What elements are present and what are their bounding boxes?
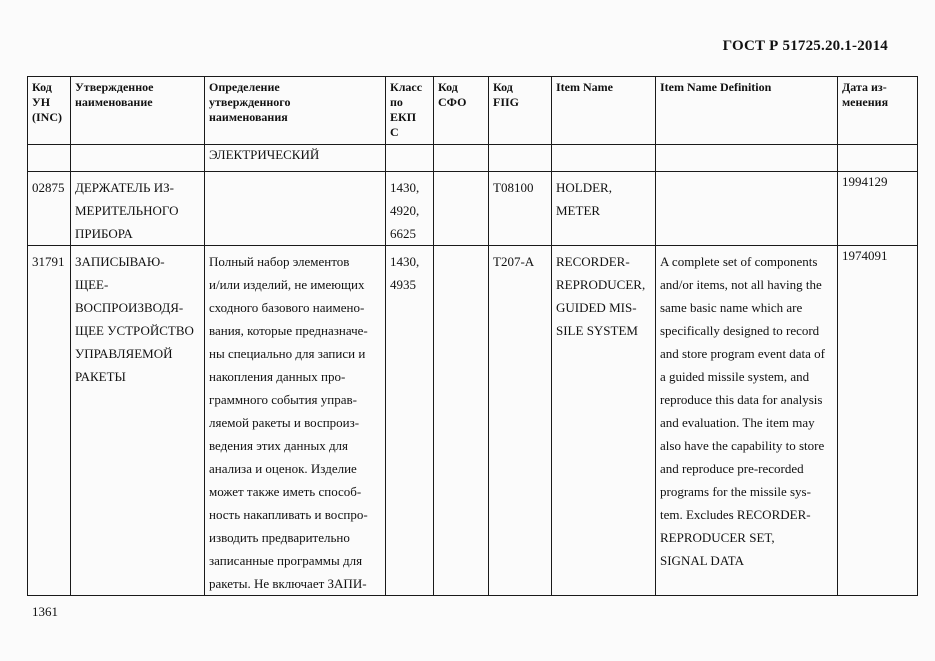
cell-definition: Полный набор элементов и/или изделий, не имеющих сходного базового наимено- вания, которые предназначе- ны специально для записи и накопления данных про- граммного события управ- ляемой ракеты и воспроиз- ведения этих данных для анализа и оценок. Изделие может также иметь способ- ность накапливать и воспро- изводить предварительно записанные программы для ракеты. Не включает ЗАПИ- [205, 246, 386, 596]
nomenclature-table [27, 76, 918, 596]
header-cell: Определение утвержденного наименования [205, 77, 386, 145]
cell-date: 1974091 [838, 246, 918, 596]
table-row [28, 246, 918, 596]
header-cell: Утвержденное наименование [71, 77, 205, 145]
cell-item-name [552, 145, 656, 172]
cell-item-definition [656, 145, 838, 172]
cell-name: ЗАПИСЫВАЮ- ЩЕЕ- ВОСПРОИЗВОДЯ- ЩЕЕ УСТРОЙСТВО УПРАВЛЯЕМОЙ РАКЕТЫ [71, 246, 205, 596]
cell-class: 1430, 4935 [386, 246, 434, 596]
cell-item-name: HOLDER, METER [552, 172, 656, 246]
cell-fiig: T08100 [489, 172, 552, 246]
cell-name [71, 145, 205, 172]
cell-date: 1994129 [838, 172, 918, 246]
cell-item-definition: A complete set of components and/or items, not all having the same basic name which are specifically designed to record and store program event data of a guided missile system, and reproduce this data for analysis and evaluation. The item may also have the capability to store and reproduce pre-recorded programs for the missile sys- tem. Excludes RECORDER- REPRODUCER SET, SIGNAL DATA [656, 246, 838, 596]
header-cell: Дата из- менения [838, 77, 918, 145]
cell-sfo [434, 145, 489, 172]
cell-date [838, 145, 918, 172]
cell-definition: ЭЛЕКТРИЧЕСКИЙ [205, 145, 386, 172]
cell-class [386, 145, 434, 172]
cell-code: 02875 [28, 172, 71, 246]
header-cell: Код FIIG [489, 77, 552, 145]
table-header-row [28, 77, 918, 145]
cell-sfo [434, 172, 489, 246]
cell-item-definition [656, 172, 838, 246]
header-cell: Код УН (INC) [28, 77, 71, 145]
cell-item-name: RECORDER- REPRODUCER, GUIDED MIS- SILE SYSTEM [552, 246, 656, 596]
cell-definition [205, 172, 386, 246]
cell-code: 31791 [28, 246, 71, 596]
header-cell: Класс по ЕКП С [386, 77, 434, 145]
cell-class: 1430, 4920, 6625 [386, 172, 434, 246]
cell-name: ДЕРЖАТЕЛЬ ИЗ- МЕРИТЕЛЬНОГО ПРИБОРА [71, 172, 205, 246]
cell-code [28, 145, 71, 172]
header-cell: Item Name [552, 77, 656, 145]
header-cell: Код СФО [434, 77, 489, 145]
header-cell: Item Name Definition [656, 77, 838, 145]
cell-sfo [434, 246, 489, 596]
cell-fiig [489, 145, 552, 172]
page-number: 1361 [32, 604, 58, 619]
document-standard-title: ГОСТ Р 51725.20.1-2014 [722, 38, 888, 54]
table-row [28, 145, 918, 172]
cell-fiig: T207-A [489, 246, 552, 596]
table-row [28, 172, 918, 246]
